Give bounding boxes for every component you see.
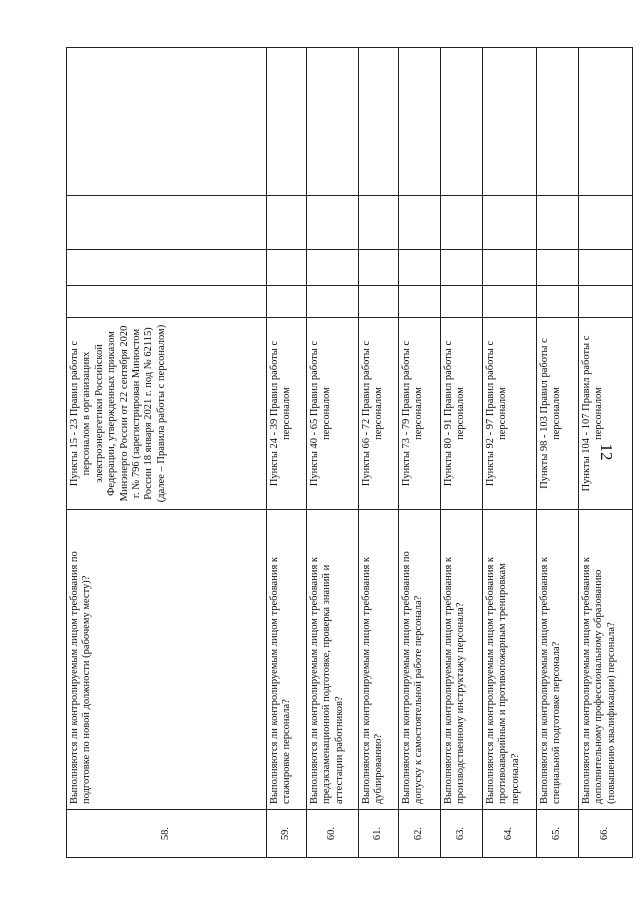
answer-cell-yes	[399, 286, 441, 318]
answer-cell-yes	[307, 286, 359, 318]
row-rule-reference: Пункты 40 - 65 Правил работы с персоналом	[307, 318, 359, 510]
answer-cell-yes	[579, 286, 633, 318]
answer-cell-notes	[307, 48, 359, 196]
answer-cell-yes	[359, 286, 399, 318]
answer-cell-no	[537, 250, 579, 286]
row-number: 59.	[267, 810, 307, 858]
answer-cell-notes	[441, 48, 483, 196]
answer-cell-notes	[579, 48, 633, 196]
answer-cell-yes	[441, 286, 483, 318]
row-question: Выполняются ли контролируемым лицом требования по допуску к самостоятельной работе персонала?	[399, 510, 441, 810]
answer-cell-notes	[267, 48, 307, 196]
row-question: Выполняются ли контролируемым лицом требования к производственному инструктажу персонала?	[441, 510, 483, 810]
table-row	[67, 48, 267, 858]
answer-cell-no	[267, 250, 307, 286]
row-rule-reference: Пункты 92 - 97 Правил работы с персоналом	[483, 318, 537, 510]
answer-cell-yes	[67, 286, 267, 318]
row-rule-reference: Пункты 24 - 39 Правил работы с персоналом	[267, 318, 307, 510]
row-question: Выполняются ли контролируемым лицом требования к дополнительному профессиональному образованию (повышению квалификации) персонала?	[579, 510, 633, 810]
answer-cell-notes	[67, 48, 267, 196]
row-question: Выполняются ли контролируемым лицом требования к предэкзаменационной подготовке, проверка знаний и аттестации работников?	[307, 510, 359, 810]
answer-cell-not-applicable	[579, 196, 633, 250]
row-number: 63.	[441, 810, 483, 858]
table-row	[399, 48, 441, 858]
answer-cell-no	[399, 250, 441, 286]
page-number: 12	[597, 443, 616, 461]
answer-cell-notes	[483, 48, 537, 196]
answer-cell-no	[67, 250, 267, 286]
row-question: Выполняются ли контролируемым лицом требования к противоаварийным и противопожарным тренировкам персонала?	[483, 510, 537, 810]
answer-cell-no	[359, 250, 399, 286]
table-row	[537, 48, 579, 858]
row-number: 62.	[399, 810, 441, 858]
row-question: Выполняются ли контролируемым лицом требования к дублированию?	[359, 510, 399, 810]
answer-cell-no	[579, 250, 633, 286]
row-number: 64.	[483, 810, 537, 858]
table-row	[267, 48, 307, 858]
answer-cell-notes	[359, 48, 399, 196]
answer-cell-not-applicable	[67, 196, 267, 250]
row-question: Выполняются ли контролируемым лицом требования по подготовке по новой должности (рабочему месту)?	[67, 510, 267, 810]
answer-cell-no	[483, 250, 537, 286]
row-number: 61.	[359, 810, 399, 858]
row-rule-reference: Пункты 104 - 107 Правил работы с персоналом	[579, 318, 633, 510]
table-row	[483, 48, 537, 858]
table-row	[359, 48, 399, 858]
answer-cell-notes	[537, 48, 579, 196]
checklist-table	[66, 47, 633, 858]
answer-cell-notes	[399, 48, 441, 196]
row-rule-reference: Пункты 98 - 103 Правил работы с персоналом	[537, 318, 579, 510]
table-row	[441, 48, 483, 858]
answer-cell-no	[307, 250, 359, 286]
row-number: 58.	[67, 810, 267, 858]
answer-cell-no	[441, 250, 483, 286]
answer-cell-yes	[537, 286, 579, 318]
answer-cell-not-applicable	[307, 196, 359, 250]
row-rule-reference: Пункты 80 - 91 Правил работы с персоналом	[441, 318, 483, 510]
table-row	[307, 48, 359, 858]
answer-cell-not-applicable	[399, 196, 441, 250]
row-question: Выполняются ли контролируемым лицом требования к специальной подготовке персонала?	[537, 510, 579, 810]
table-row	[579, 48, 633, 858]
row-rule-reference: Пункты 73 - 79 Правил работы с персоналом	[399, 318, 441, 510]
answer-cell-yes	[483, 286, 537, 318]
row-rule-reference: Пункты 66 - 72 Правил работы с персоналом	[359, 318, 399, 510]
row-number: 65.	[537, 810, 579, 858]
answer-cell-not-applicable	[359, 196, 399, 250]
answer-cell-yes	[267, 286, 307, 318]
row-rule-reference: Пункты 15 - 23 Правил работы с персоналом в организациях электроэнергетики Российской Федерации, утвержденных приказом Минэнерго России от 22 сентября 2020 г. № 796 (зарегистрирован Минюстом России 18 января 2021 г. под № 62115) (далее – Правила работы с персоналом)	[67, 318, 267, 510]
answer-cell-not-applicable	[441, 196, 483, 250]
row-number: 66.	[579, 810, 633, 858]
answer-cell-not-applicable	[483, 196, 537, 250]
row-question: Выполняются ли контролируемым лицом требования к стажировке персонала?	[267, 510, 307, 810]
answer-cell-not-applicable	[537, 196, 579, 250]
answer-cell-not-applicable	[267, 196, 307, 250]
row-number: 60.	[307, 810, 359, 858]
